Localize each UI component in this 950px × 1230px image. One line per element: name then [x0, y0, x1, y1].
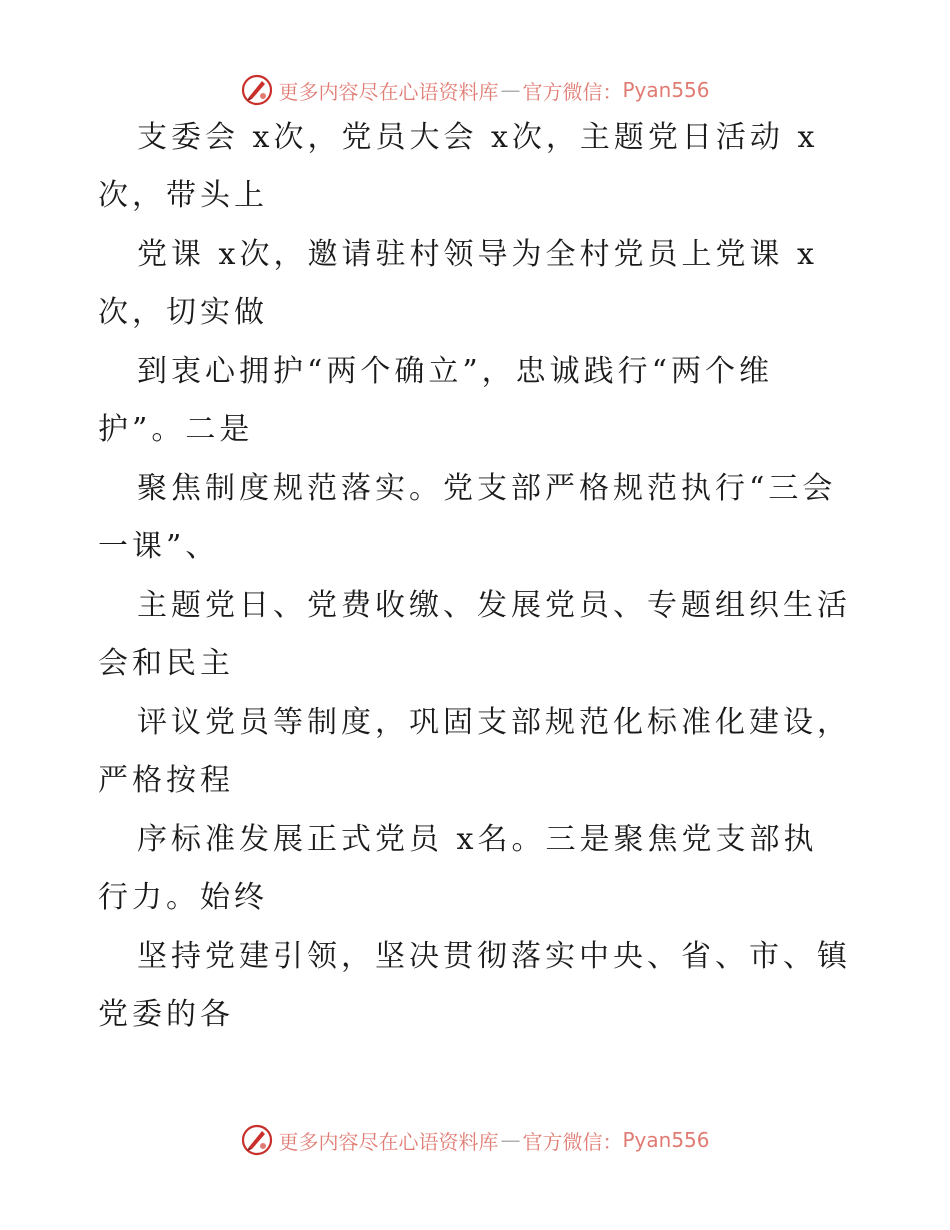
text-line: 聚焦制度规范落实。党支部严格规范执行“三会 [137, 471, 837, 506]
quill-pen-logo-icon [240, 73, 274, 107]
text-line: 主题党日、党费收缴、发展党员、专题组织生活 [137, 588, 851, 623]
text-line: 坚持党建引领，坚决贯彻落实中央、省、市、镇 [137, 939, 851, 974]
text-line: 次，带头上 [98, 178, 268, 213]
quill-pen-logo-icon [240, 1123, 274, 1157]
text-line: 到衷心拥护“两个确立”，忠诚践行“两个维 [137, 354, 774, 389]
site-text: 更多内容尽在心语资料库 [278, 79, 499, 104]
wechat-label: 官方微信： [522, 1129, 623, 1154]
header-watermark-banner [0, 70, 950, 110]
separator: — [500, 78, 521, 102]
wechat-label: 官方微信： [522, 79, 623, 104]
wechat-account: Pyan556 [622, 78, 710, 102]
wechat-account: Pyan556 [622, 1128, 710, 1152]
separator: — [500, 1128, 521, 1152]
text-line: 次，切实做 [98, 295, 268, 330]
footer-watermark-banner [0, 1120, 950, 1160]
text-line: 护”。二是 [98, 412, 254, 447]
text-line: 党课 x次，邀请驻村领导为全村党员上党课 x [137, 237, 818, 272]
text-line: 评议党员等制度，巩固支部规范化标准化建设， [137, 705, 851, 740]
text-line: 行力。始终 [98, 880, 268, 915]
text-line: 会和民主 [98, 646, 234, 681]
text-line: 支委会 x次，党员大会 x次，主题党日活动 x [137, 120, 819, 155]
text-line: 序标准发展正式党员 x名。三是聚焦党支部执 [137, 822, 818, 857]
text-line: 党委的各 [98, 997, 234, 1032]
text-line: 严格按程 [98, 763, 234, 798]
text-line: 一课”、 [98, 529, 220, 564]
site-text: 更多内容尽在心语资料库 [278, 1129, 499, 1154]
